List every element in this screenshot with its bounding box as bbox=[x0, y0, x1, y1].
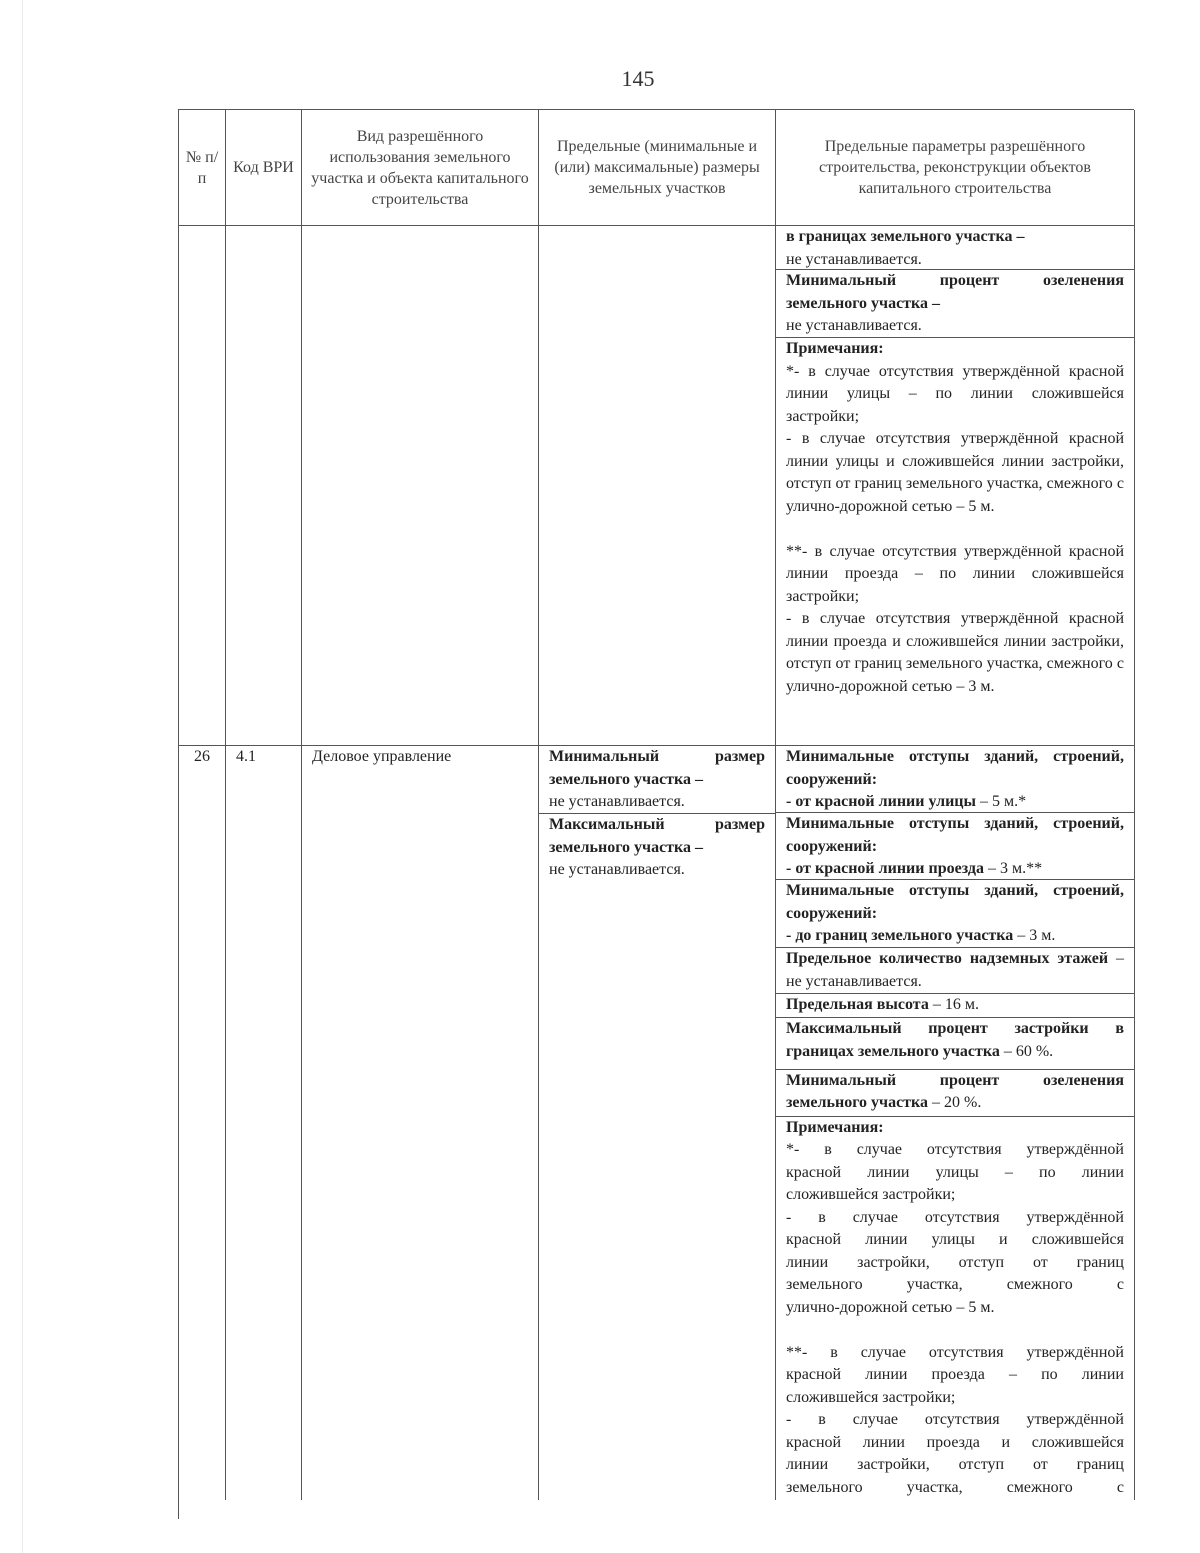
param-text: – не устанавливается. bbox=[786, 950, 1124, 990]
scan-edge-line bbox=[22, 0, 23, 1553]
param-bold: - от красной линии проезда bbox=[786, 860, 984, 877]
param-bold: - от красной линии улицы bbox=[786, 793, 976, 810]
row-26-notes bbox=[776, 1117, 1134, 1501]
note-line: красной линии улицы – по линии bbox=[786, 1163, 1124, 1181]
cont-param-text: не устанавливается. bbox=[786, 250, 922, 268]
cont-param-item bbox=[776, 270, 1134, 338]
note-line: сложившейся застройки; bbox=[786, 1388, 956, 1406]
note-line: красной линии улицы и сложившейся bbox=[786, 1231, 1124, 1248]
note-spacer bbox=[786, 518, 1124, 541]
note-line: земельного участка, смежного с bbox=[786, 1276, 1124, 1293]
cont-param-text: не устанавливается. bbox=[786, 317, 922, 334]
row-26-name: Деловое управление bbox=[302, 746, 539, 1500]
header-code: Код ВРИ bbox=[226, 110, 302, 226]
page-number: 145 bbox=[621, 66, 655, 91]
note-line: *- в случае отсутствия утверждённой bbox=[786, 1141, 1124, 1158]
note-paragraph: - в случае отсутствия утверждённой красной линии улицы и сложившейся линии застройки, отступ от границ земельного участка, смежного с улично-дорожной сетью – 5 м. bbox=[786, 430, 1124, 515]
header-use-type: Вид разрешённого использования земельного участка и объекта капитального строительства bbox=[302, 110, 539, 226]
param-text: – 60 %. bbox=[999, 1042, 1054, 1060]
header-plot-size: Предельные (минимальные и (или) максимальные) размеры земельных участков bbox=[539, 110, 776, 226]
note-line: линии застройки, отступ от границ bbox=[786, 1456, 1124, 1473]
param-text: – 5 м.* bbox=[976, 793, 1027, 810]
note-paragraph: - в случае отсутствия утверждённой красной линии проезда и сложившейся линии застройки, отступ от границ земельного участка, смежного с улично-дорожной сетью – 3 м. bbox=[786, 610, 1124, 695]
param-bold: Минимальные отступы зданий, строений, сооружений: bbox=[786, 748, 1124, 788]
param-text: – 3 м.** bbox=[983, 860, 1043, 877]
note-line: сложившейся застройки; bbox=[786, 1186, 956, 1203]
header-construction-params: Предельные параметры разрешённого строительства, реконструкции объектов капитального строительства bbox=[776, 110, 1135, 226]
param-bold: Минимальные отступы зданий, строений, сооружений: bbox=[786, 882, 1124, 922]
cont-notes bbox=[776, 338, 1134, 745]
note-line: красной линии проезда и сложившейся bbox=[786, 1433, 1124, 1451]
row-26-code: 4.1 bbox=[226, 746, 302, 1500]
param-item bbox=[776, 813, 1134, 880]
cont-type-cell bbox=[302, 226, 539, 746]
note-line: земельного участка, смежного с bbox=[786, 1478, 1124, 1496]
row-26-params bbox=[776, 746, 1135, 1500]
note-paragraph: *- в случае отсутствия утверждённой красной линии улицы – по линии сложившейся застройки; bbox=[786, 362, 1124, 425]
notes-title: Примечания: bbox=[786, 340, 884, 357]
param-bold: - до границ земельного участка bbox=[786, 927, 1014, 944]
note-line: улично-дорожной сетью – 5 м. bbox=[786, 1298, 995, 1316]
note-paragraph: **- в случае отсутствия утверждённой красной линии проезда – по линии сложившейся застройки; bbox=[786, 542, 1124, 605]
cont-size-cell bbox=[539, 226, 776, 746]
note-line: линии застройки, отступ от границ bbox=[786, 1253, 1124, 1271]
cont-param-bold: в границах земельного участка – bbox=[786, 228, 1025, 245]
note-line: - в случае отсутствия утверждённой bbox=[786, 1411, 1124, 1428]
row-26-sizes bbox=[539, 746, 776, 1500]
note-line: - в случае отсутствия утверждённой bbox=[786, 1208, 1124, 1226]
param-bold: Минимальные отступы зданий, строений, сооружений: bbox=[786, 815, 1124, 855]
size-text: не устанавливается. bbox=[549, 861, 685, 878]
zoning-table bbox=[178, 109, 1134, 1519]
cont-param-bold: Минимальный процент озеленения земельного участка – bbox=[786, 272, 1124, 312]
notes-title: Примечания: bbox=[786, 1118, 884, 1136]
cont-code-cell bbox=[226, 226, 302, 746]
param-text: – 16 м. bbox=[928, 996, 979, 1013]
size-bold: Минимальный размер земельного участка – bbox=[549, 748, 765, 788]
param-item bbox=[776, 1018, 1134, 1070]
size-text: не устанавливается. bbox=[549, 793, 685, 810]
row-26-num: 26 bbox=[179, 746, 226, 1500]
cont-params-cell bbox=[776, 226, 1135, 746]
size-item bbox=[539, 814, 775, 883]
cont-num-cell bbox=[179, 226, 226, 746]
param-item bbox=[776, 994, 1134, 1018]
size-item bbox=[539, 746, 775, 814]
header-num: № п/п bbox=[179, 110, 226, 226]
cont-param-item bbox=[776, 226, 1134, 270]
note-spacer bbox=[786, 1319, 1124, 1342]
param-bold: Минимальный процент озеленения земельного участка bbox=[786, 1071, 1124, 1111]
note-line: красной линии проезда – по линии bbox=[786, 1366, 1124, 1383]
param-item bbox=[776, 1070, 1134, 1117]
param-text: – 20 %. bbox=[928, 1094, 982, 1111]
size-bold: Максимальный размер земельного участка – bbox=[549, 816, 765, 856]
param-text: – 3 м. bbox=[1013, 927, 1056, 944]
param-bold: Предельное количество надземных этажей bbox=[786, 950, 1109, 967]
note-line: **- в случае отсутствия утверждённой bbox=[786, 1343, 1124, 1361]
param-bold: Предельная высота bbox=[786, 996, 929, 1013]
param-item bbox=[776, 948, 1134, 994]
param-item bbox=[776, 880, 1134, 948]
param-bold: Максимальный процент застройки в границах земельного участка bbox=[786, 1020, 1124, 1060]
param-item bbox=[776, 746, 1134, 813]
